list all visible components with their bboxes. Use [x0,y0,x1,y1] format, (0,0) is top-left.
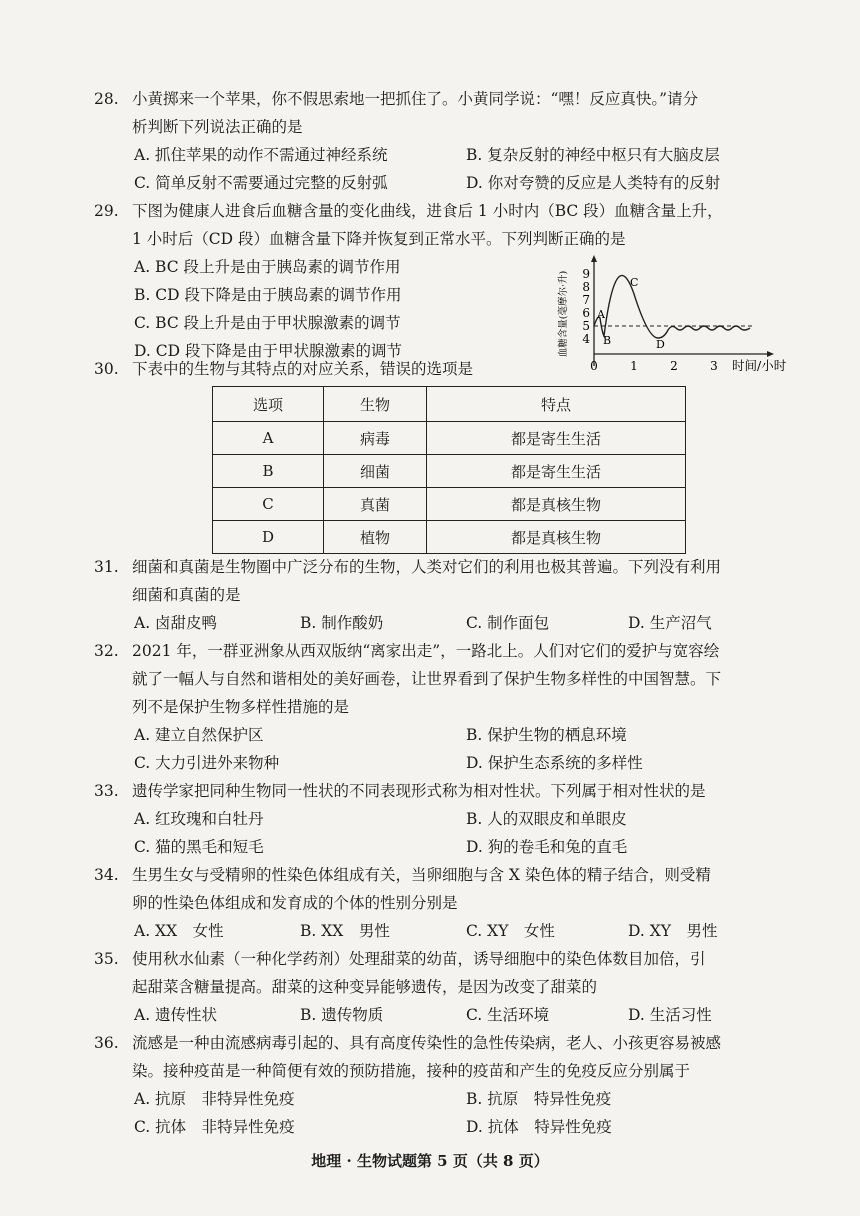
option-34-c: C. XY 女性 [466,922,555,940]
table-header: 选项 [213,387,324,422]
table-cell: 都是寄生生活 [427,455,686,488]
question-32-line2: 就了一幅人与自然和谐相处的美好画卷，让世界看到了保护生物多样性的中国智慧。下 [132,670,722,688]
question-35-line2: 起甜菜含糖量提高。甜菜的这种变异能够遗传，是因为改变了甜菜的 [132,978,598,996]
option-28-c: C. 简单反射不需要通过完整的反射弧 [134,174,388,192]
question-33-line1: 33. 遗传学家把同种生物同一性状的不同表现形式称为相对性状。下列属于相对性状的是 [94,782,706,800]
option-29-a: A. BC 段上升是由于胰岛素的调节作用 [134,258,401,276]
question-31-line1: 31. 细菌和真菌是生物圈中广泛分布的生物，人类对它们的利用也极其普遍。下列没有利用 [94,558,722,576]
option-35-d: D. 生活习性 [628,1006,712,1024]
question-29-line2: 1 小时后（CD 段）血糖含量下降并恢复到正常水平。下列判断正确的是 [132,230,626,248]
table-header: 特点 [427,387,686,422]
option-29-b: B. CD 段下降是由于胰岛素的调节作用 [134,286,402,304]
option-31-b: B. 制作酸奶 [300,614,384,632]
option-31-d: D. 生产沼气 [628,614,712,632]
option-36-d: D. 抗体 特异性免疫 [466,1118,612,1136]
table-cell: 真菌 [324,488,427,521]
option-33-a: A. 红玫瑰和白牡丹 [134,810,264,828]
table-cell: A [213,422,324,455]
table-row [213,422,686,455]
option-31-c: C. 制作面包 [466,614,550,632]
option-34-a: A. XX 女性 [134,922,224,940]
option-34-d: D. XY 男性 [628,922,718,940]
question-29-line1: 29. 下图为健康人进食后血糖含量的变化曲线，进食后 1 小时内（BC 段）血糖含量上升， [94,202,723,220]
graph-curve [594,275,750,338]
option-34-b: B. XX 男性 [300,922,390,940]
table-cell: 都是真核生物 [427,521,686,554]
question-34-line2: 卵的性染色体组成和发育成的个体的性别分别是 [132,894,458,912]
graph-point-label: C [630,276,639,289]
option-29-c: C. BC 段上升是由于甲状腺激素的调节 [134,314,401,332]
table-row [213,521,686,554]
option-33-b: B. 人的双眼皮和单眼皮 [466,810,627,828]
graph-ytick: 6 [582,306,590,320]
option-32-d: D. 保护生态系统的多样性 [466,754,643,772]
question-32-line3: 列不是保护生物多样性措施的是 [132,698,350,716]
question-34-line1: 34. 生男生女与受精卵的性染色体组成有关，当卵细胞与含 X 染色体的精子结合，则受精 [94,866,711,884]
table-row [213,488,686,521]
blood-sugar-graph [556,252,806,382]
organism-table [212,386,686,554]
question-32-line1: 32. 2021 年，一群亚洲象从西双版纳“离家出走”，一路北上。人们对它们的爱护与宽容绘 [94,642,720,660]
graph-xtick: 1 [630,359,638,373]
option-36-c: C. 抗体 非特异性免疫 [134,1118,295,1136]
table-row [213,455,686,488]
graph-xtick: 3 [710,359,718,373]
option-28-d: D. 你对夸赞的反应是人类特有的反射 [466,174,721,192]
graph-point-label: B [603,334,612,347]
option-29-d: D. CD 段下降是由于甲状腺激素的调节 [134,342,402,360]
option-36-b: B. 抗原 特异性免疫 [466,1090,612,1108]
page-footer: 地理 · 生物试题第 5 页（共 8 页） [311,1152,549,1170]
option-31-a: A. 卤甜皮鸭 [134,614,218,632]
option-35-a: A. 遗传性状 [134,1006,218,1024]
graph-xtick: 0 [590,359,598,373]
table-cell: 都是真核生物 [427,488,686,521]
table-cell: C [213,488,324,521]
option-28-a: A. 抓住苹果的动作不需通过神经系统 [134,146,388,164]
table-cell: 都是寄生生活 [427,422,686,455]
graph-x-label: 时间/小时 [732,358,787,373]
table-cell: 细菌 [324,455,427,488]
table-header-row [213,387,686,422]
graph-ytick: 4 [582,332,590,346]
question-36-line2: 染。接种疫苗是一种简便有效的预防措施，接种的疫苗和产生的免疫反应分别属于 [132,1062,691,1080]
graph-x-arrow [767,351,774,357]
question-36-line1: 36. 流感是一种由流感病毒引起的、具有高度传染性的急性传染病，老人、小孩更容易被感 [94,1034,722,1052]
question-28-line2: 析判断下列说法正确的是 [132,118,303,136]
table-cell: B [213,455,324,488]
option-35-b: B. 遗传物质 [300,1006,384,1024]
option-32-c: C. 大力引进外来物种 [134,754,280,772]
table-header: 生物 [324,387,427,422]
graph-y-label: 血糖含量(毫摩尔·升) [558,270,569,358]
option-33-d: D. 狗的卷毛和兔的直毛 [466,838,628,856]
option-32-a: A. 建立自然保护区 [134,726,264,744]
graph-ytick: 9 [582,267,590,281]
option-33-c: C. 猫的黑毛和短毛 [134,838,264,856]
question-30-line1: 30. 下表中的生物与其特点的对应关系，错误的选项是 [94,360,474,378]
option-32-b: B. 保护生物的栖息环境 [466,726,627,744]
question-28-line1: 28. 小黄掷来一个苹果，你不假思索地一把抓住了。小黄同学说：“嘿！反应真快。”请分 [94,90,699,108]
option-28-b: B. 复杂反射的神经中枢只有大脑皮层 [466,146,720,164]
option-36-a: A. 抗原 非特异性免疫 [134,1090,295,1108]
graph-ytick: 8 [582,280,590,294]
graph-point-label: D [656,338,665,351]
question-35-line1: 35. 使用秋水仙素（一种化学药剂）处理甜菜的幼苗，诱导细胞中的染色体数目加倍，引 [94,950,706,968]
option-35-c: C. 生活环境 [466,1006,550,1024]
graph-ytick: 5 [582,319,590,333]
graph-point-label: A [597,308,605,321]
graph-ytick: 7 [582,293,590,307]
graph-xtick: 2 [670,359,678,373]
graph-y-arrow [591,255,597,262]
table-cell: D [213,521,324,554]
question-31-line2: 细菌和真菌的是 [132,586,241,604]
table-cell: 植物 [324,521,427,554]
table-cell: 病毒 [324,422,427,455]
